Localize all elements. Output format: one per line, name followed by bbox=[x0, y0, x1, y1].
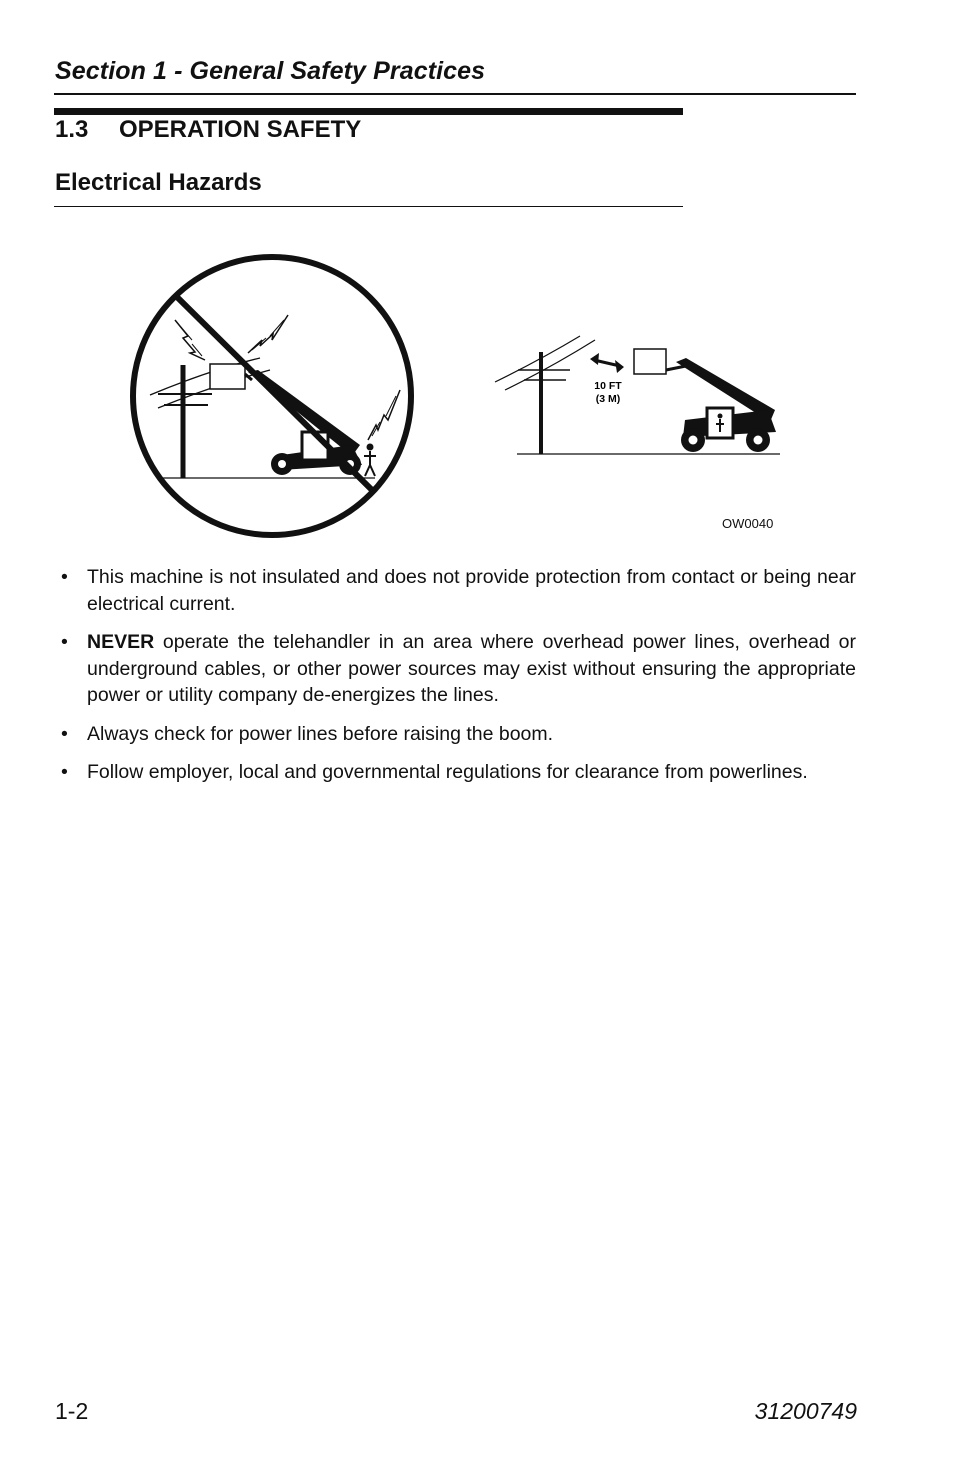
bullet-text: Always check for power lines before raising the boom. bbox=[87, 722, 554, 745]
bullet-icon: • bbox=[61, 631, 68, 653]
bullet-icon: • bbox=[61, 722, 68, 745]
safe-clearance-illustration bbox=[495, 336, 780, 454]
document-number: 31200749 bbox=[754, 1398, 857, 1424]
list-item bbox=[60, 564, 856, 617]
bullet-emphasis: NEVER bbox=[87, 631, 155, 653]
prohibited-icon bbox=[133, 257, 411, 535]
electrical-hazard-figure bbox=[120, 240, 800, 550]
bullet-text: Follow employer, local and governmental regulations for clearance from powerlines. bbox=[87, 761, 808, 783]
bullet-icon: • bbox=[61, 566, 68, 588]
clearance-label-ft: 10 FT bbox=[594, 380, 622, 392]
list-item bbox=[60, 721, 856, 748]
subheading: Electrical Hazards bbox=[55, 169, 262, 196]
header-rule bbox=[54, 93, 856, 95]
list-item bbox=[60, 759, 856, 786]
list-item bbox=[60, 629, 856, 709]
section-heading bbox=[55, 116, 361, 144]
bullet-text: This machine is not insulated and does not provide protection from contact or being near electrical current. bbox=[87, 566, 856, 615]
subheading-rule bbox=[54, 206, 683, 207]
bullet-icon: • bbox=[61, 761, 68, 783]
electrical-hazard-illustration bbox=[120, 240, 800, 550]
safety-bullet-list bbox=[60, 564, 856, 798]
section-header: Section 1 - General Safety Practices bbox=[55, 57, 486, 85]
figure-code: OW0040 bbox=[722, 516, 774, 531]
heading-number: 1.3 bbox=[55, 116, 89, 143]
heading-rule bbox=[54, 108, 683, 115]
page-number: 1-2 bbox=[55, 1398, 89, 1424]
heading-title: OPERATION SAFETY bbox=[119, 116, 362, 143]
bullet-text: operate the telehandler in an area where overhead power lines, overhead or underground cables, or other power sources may exist without ensuring the appropriate power or utility company de-energizes the lines. bbox=[87, 631, 856, 706]
clearance-label-m: (3 M) bbox=[595, 393, 621, 405]
